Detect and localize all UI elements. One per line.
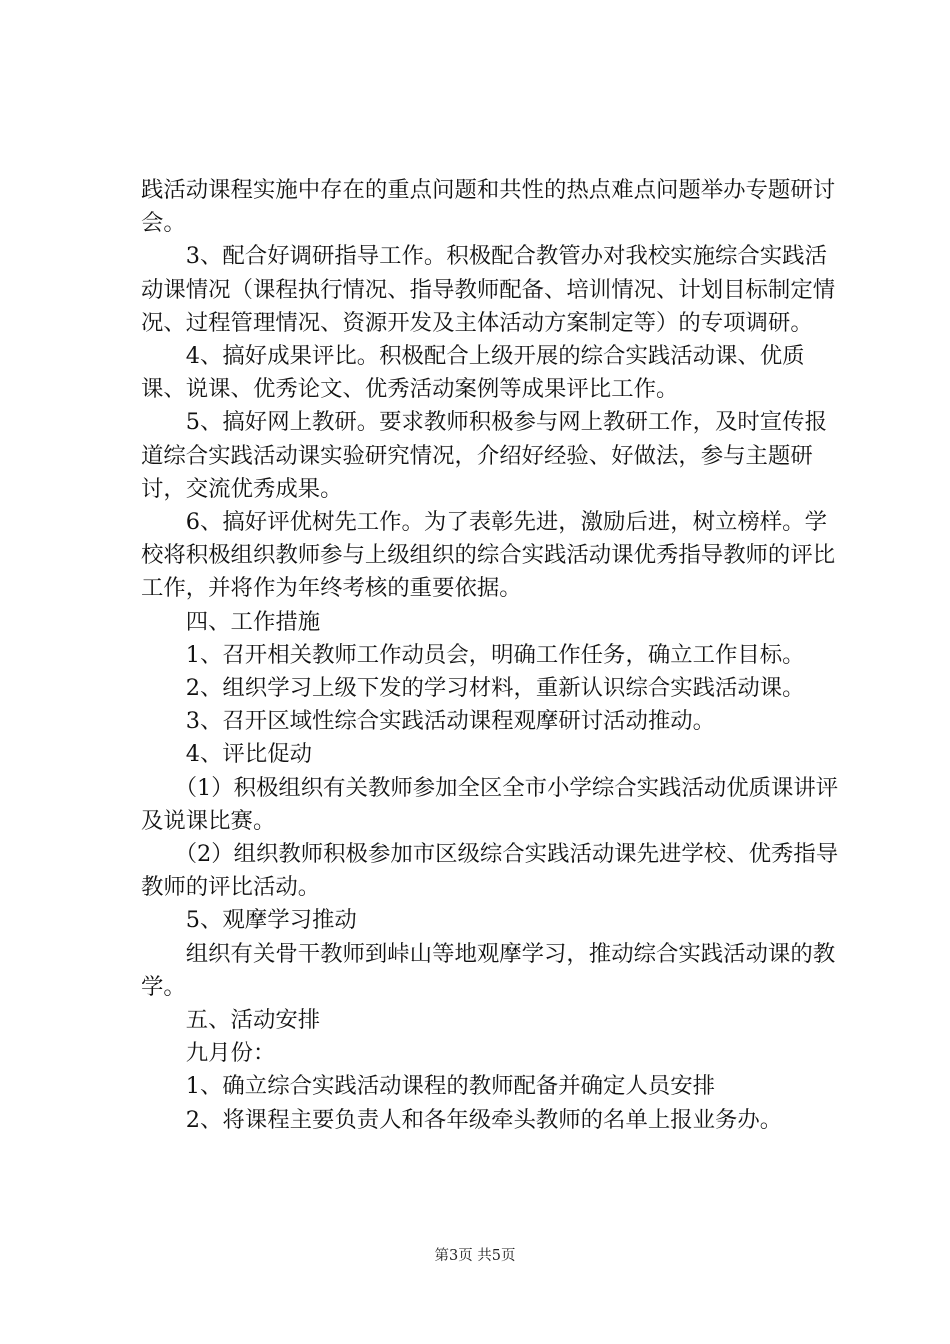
paragraph: （2）组织教师积极参加市区级综合实践活动课先进学校、优秀指导教师的评比活动。 (141, 841, 839, 901)
section-heading: 五、活动安排 (141, 1007, 321, 1034)
paragraph: 3、召开区域性综合实践活动课程观摩研讨活动推动。 (141, 708, 716, 735)
paragraph: （1）积极组织有关教师参加全区全市小学综合实践活动优质课讲评及说课比赛。 (141, 774, 839, 834)
paragraph: 5、搞好网上教研。要求教师积极参与网上教研工作，及时宣传报道综合实践活动课实验研究情况，介绍好经验、好做法，参与主题研讨，交流优秀成果。 (141, 409, 827, 502)
paragraph: 1、确立综合实践活动课程的教师配备并确定人员安排 (141, 1073, 716, 1100)
paragraph: 2、组织学习上级下发的学习材料，重新认识综合实践活动课。 (141, 675, 805, 702)
paragraph: 4、评比促动 (141, 741, 312, 768)
paragraph: 3、配合好调研指导工作。积极配合教管办对我校实施综合实践活动课情况（课程执行情况、指导教师配备、培训情况、计划目标制定情况、过程管理情况、资源开发及主体活动方案制定等）的专项调研。 (141, 243, 836, 336)
paragraph: 九月份： (141, 1040, 276, 1067)
paragraph: 5、观摩学习推动 (141, 907, 357, 934)
document-body (141, 174, 841, 1137)
paragraph: 4、搞好成果评比。积极配合上级开展的综合实践活动课、优质课、说课、优秀论文、优秀活动案例等成果评比工作。 (141, 343, 805, 403)
paragraph: 践活动课程实施中存在的重点问题和共性的热点难点问题举办专题研讨会。 (141, 177, 836, 237)
paragraph: 2、将课程主要负责人和各年级牵头教师的名单上报业务办。 (141, 1106, 783, 1133)
paragraph: 1、召开相关教师工作动员会，明确工作任务，确立工作目标。 (141, 641, 805, 668)
paragraph: 6、搞好评优树先工作。为了表彰先进，激励后进，树立榜样。学校将积极组织教师参与上级组织的综合实践活动课优秀指导教师的评比工作，并将作为年终考核的重要依据。 (141, 509, 836, 602)
page-number-footer: 第3页 共5页 (434, 1248, 516, 1264)
paragraph: 组织有关骨干教师到峠山等地观摩学习，推动综合实践活动课的教学。 (141, 940, 836, 1000)
section-heading: 四、工作措施 (141, 608, 321, 635)
